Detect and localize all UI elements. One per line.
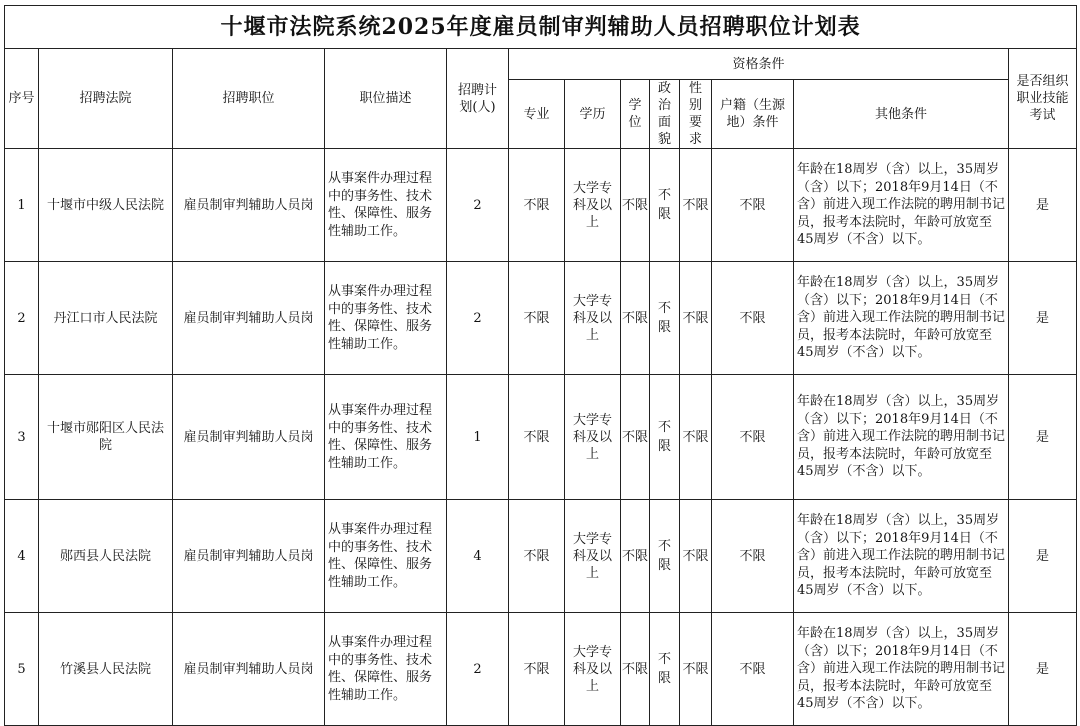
header-education: 学历 xyxy=(565,80,621,149)
header-political: 政治面貌 xyxy=(650,80,680,149)
cell-court: 十堰市郧阳区人民法院 xyxy=(39,375,173,500)
cell-political: 不限 xyxy=(650,613,680,726)
cell-seq: 1 xyxy=(5,149,39,262)
cell-exam: 是 xyxy=(1009,149,1077,262)
cell-seq: 4 xyxy=(5,500,39,613)
cell-political: 不限 xyxy=(650,149,680,262)
cell-household: 不限 xyxy=(712,262,794,375)
header-plan: 招聘计划(人) xyxy=(447,49,509,149)
cell-description: 从事案件办理过程中的事务性、技术性、保障性、服务性辅助工作。 xyxy=(325,500,447,613)
cell-political: 不限 xyxy=(650,262,680,375)
cell-description: 从事案件办理过程中的事务性、技术性、保障性、服务性辅助工作。 xyxy=(325,149,447,262)
cell-seq: 3 xyxy=(5,375,39,500)
cell-other: 年龄在18周岁（含）以上，35周岁（含）以下；2018年9月14日（不含）前进入现工作法院的聘用制书记员，报考本法院时，年龄可放宽至45周岁（不含）以下。 xyxy=(794,375,1009,500)
cell-description: 从事案件办理过程中的事务性、技术性、保障性、服务性辅助工作。 xyxy=(325,375,447,500)
header-position: 招聘职位 xyxy=(173,49,325,149)
header-court: 招聘法院 xyxy=(39,49,173,149)
cell-degree: 不限 xyxy=(621,613,650,726)
cell-exam: 是 xyxy=(1009,262,1077,375)
cell-gender: 不限 xyxy=(680,375,712,500)
table-row xyxy=(5,500,1077,613)
cell-degree: 不限 xyxy=(621,149,650,262)
table-row xyxy=(5,262,1077,375)
cell-gender: 不限 xyxy=(680,500,712,613)
cell-other: 年龄在18周岁（含）以上，35周岁（含）以下；2018年9月14日（不含）前进入现工作法院的聘用制书记员，报考本法院时，年龄可放宽至45周岁（不含）以下。 xyxy=(794,262,1009,375)
cell-gender: 不限 xyxy=(680,262,712,375)
table-title: 十堰市法院系统2025年度雇员制审判辅助人员招聘职位计划表 xyxy=(5,6,1077,49)
cell-seq: 5 xyxy=(5,613,39,726)
cell-gender: 不限 xyxy=(680,149,712,262)
cell-court: 十堰市中级人民法院 xyxy=(39,149,173,262)
cell-exam: 是 xyxy=(1009,375,1077,500)
cell-education: 大学专科及以上 xyxy=(565,613,621,726)
cell-exam: 是 xyxy=(1009,500,1077,613)
cell-seq: 2 xyxy=(5,262,39,375)
table-row xyxy=(5,149,1077,262)
cell-court: 竹溪县人民法院 xyxy=(39,613,173,726)
cell-degree: 不限 xyxy=(621,262,650,375)
cell-other: 年龄在18周岁（含）以上，35周岁（含）以下；2018年9月14日（不含）前进入现工作法院的聘用制书记员，报考本法院时，年龄可放宽至45周岁（不含）以下。 xyxy=(794,613,1009,726)
cell-education: 大学专科及以上 xyxy=(565,375,621,500)
cell-degree: 不限 xyxy=(621,500,650,613)
recruitment-plan-table xyxy=(4,5,1077,726)
header-exam: 是否组织职业技能考试 xyxy=(1009,49,1077,149)
cell-description: 从事案件办理过程中的事务性、技术性、保障性、服务性辅助工作。 xyxy=(325,262,447,375)
cell-court: 丹江口市人民法院 xyxy=(39,262,173,375)
header-household: 户籍（生源地）条件 xyxy=(712,80,794,149)
header-major: 专业 xyxy=(509,80,565,149)
recruitment-plan-sheet xyxy=(4,5,1076,718)
cell-major: 不限 xyxy=(509,375,565,500)
header-degree: 学位 xyxy=(621,80,650,149)
cell-education: 大学专科及以上 xyxy=(565,262,621,375)
header-other: 其他条件 xyxy=(794,80,1009,149)
cell-household: 不限 xyxy=(712,500,794,613)
cell-other: 年龄在18周岁（含）以上，35周岁（含）以下；2018年9月14日（不含）前进入现工作法院的聘用制书记员，报考本法院时，年龄可放宽至45周岁（不含）以下。 xyxy=(794,500,1009,613)
cell-court: 郧西县人民法院 xyxy=(39,500,173,613)
cell-education: 大学专科及以上 xyxy=(565,149,621,262)
header-seq: 序号 xyxy=(5,49,39,149)
cell-major: 不限 xyxy=(509,613,565,726)
cell-description: 从事案件办理过程中的事务性、技术性、保障性、服务性辅助工作。 xyxy=(325,613,447,726)
header-gender: 性别要求 xyxy=(680,80,712,149)
cell-plan: 2 xyxy=(447,613,509,726)
header-description: 职位描述 xyxy=(325,49,447,149)
cell-education: 大学专科及以上 xyxy=(565,500,621,613)
cell-household: 不限 xyxy=(712,375,794,500)
cell-position: 雇员制审判辅助人员岗 xyxy=(173,375,325,500)
cell-plan: 2 xyxy=(447,262,509,375)
cell-position: 雇员制审判辅助人员岗 xyxy=(173,149,325,262)
cell-other: 年龄在18周岁（含）以上，35周岁（含）以下；2018年9月14日（不含）前进入现工作法院的聘用制书记员，报考本法院时，年龄可放宽至45周岁（不含）以下。 xyxy=(794,149,1009,262)
cell-plan: 2 xyxy=(447,149,509,262)
table-row xyxy=(5,375,1077,500)
cell-plan: 4 xyxy=(447,500,509,613)
cell-major: 不限 xyxy=(509,262,565,375)
cell-position: 雇员制审判辅助人员岗 xyxy=(173,613,325,726)
cell-major: 不限 xyxy=(509,149,565,262)
cell-major: 不限 xyxy=(509,500,565,613)
cell-position: 雇员制审判辅助人员岗 xyxy=(173,262,325,375)
table-row xyxy=(5,613,1077,726)
cell-household: 不限 xyxy=(712,613,794,726)
header-qualification: 资格条件 xyxy=(509,49,1009,80)
cell-plan: 1 xyxy=(447,375,509,500)
cell-household: 不限 xyxy=(712,149,794,262)
cell-political: 不限 xyxy=(650,375,680,500)
cell-degree: 不限 xyxy=(621,375,650,500)
cell-exam: 是 xyxy=(1009,613,1077,726)
cell-gender: 不限 xyxy=(680,613,712,726)
cell-position: 雇员制审判辅助人员岗 xyxy=(173,500,325,613)
cell-political: 不限 xyxy=(650,500,680,613)
